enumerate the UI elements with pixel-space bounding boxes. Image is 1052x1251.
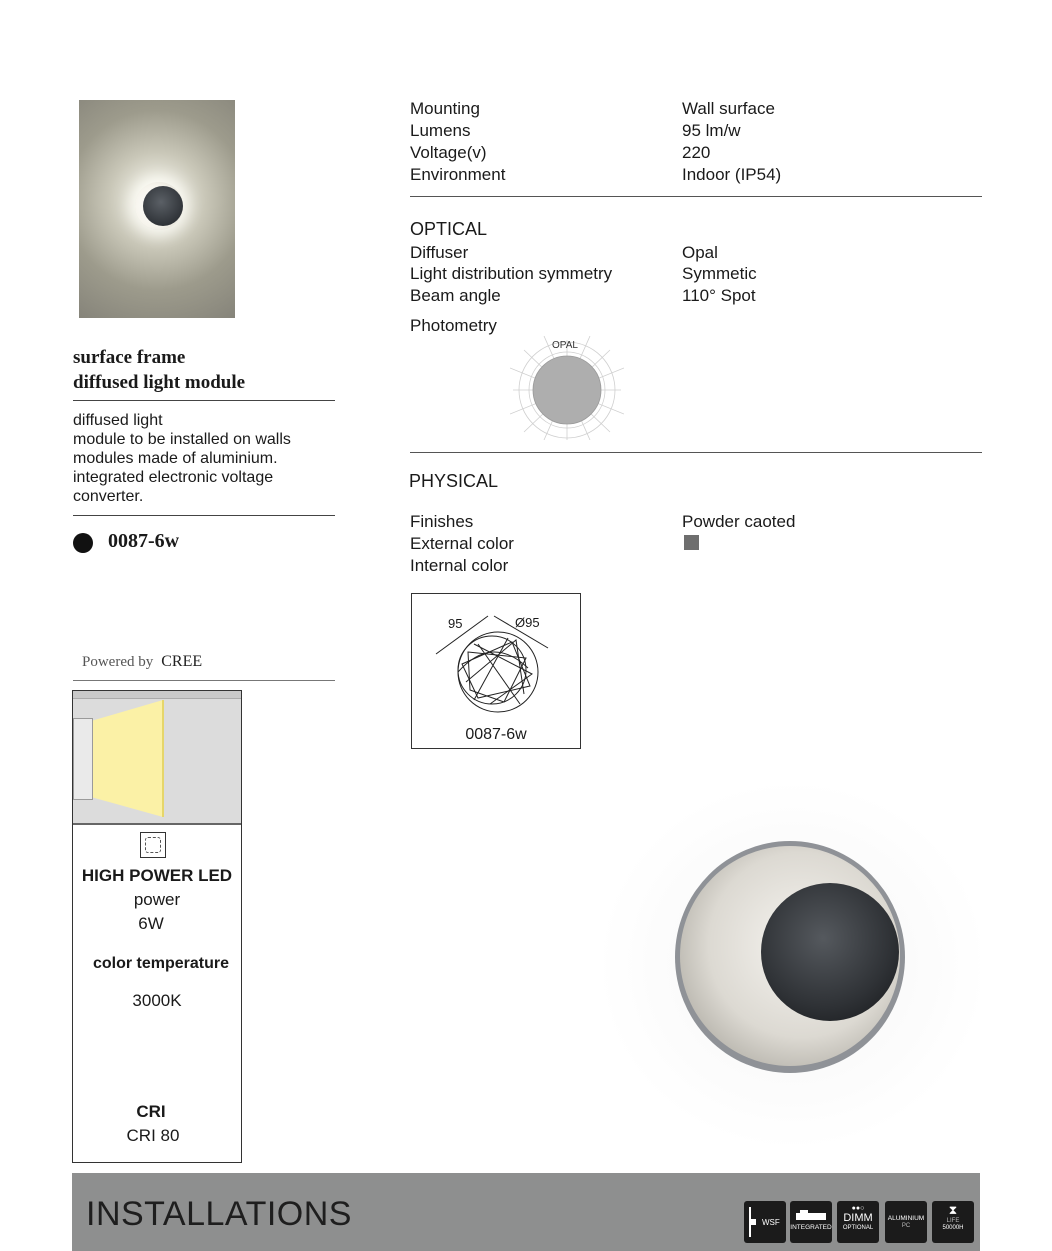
fixture-dome xyxy=(143,186,183,226)
hourglass-icon xyxy=(932,1201,974,1243)
power-value: 6W xyxy=(138,914,164,933)
technical-sketch-icon xyxy=(412,594,580,724)
led-info-card xyxy=(72,690,242,1163)
model-code: 0087-6w xyxy=(108,530,180,552)
description-line: integrated electronic voltage xyxy=(73,469,274,486)
spec-value-voltage: 220 xyxy=(682,143,711,162)
light-beam-icon xyxy=(73,691,241,823)
hourglass-glyph-icon: ⧗ xyxy=(948,1203,958,1217)
spec-label-distribution: Light distribution symmetry xyxy=(410,264,613,283)
badge-sub: OPTIONAL xyxy=(842,1225,874,1231)
spec-label-beam-angle: Beam angle xyxy=(410,286,501,305)
spec-label-mounting: Mounting xyxy=(410,99,480,118)
external-color-swatch xyxy=(684,535,699,550)
description-line: converter. xyxy=(73,488,144,505)
dimension-depth: 95 xyxy=(448,616,463,631)
product-ambient-photo xyxy=(79,100,235,318)
dimming-dots-icon: ●●○ xyxy=(851,1205,865,1212)
installations-title: INSTALLATIONS xyxy=(86,1195,352,1233)
product-title-line1: surface frame xyxy=(73,347,186,368)
spec-label-diffuser: Diffuser xyxy=(410,243,469,262)
description-line: diffused light xyxy=(73,412,163,429)
spec-value-diffuser: Opal xyxy=(682,243,718,262)
powered-divider xyxy=(73,680,335,681)
product-title-line2: diffused light module xyxy=(73,372,246,393)
badge-label: INTEGRATED xyxy=(790,1224,832,1231)
physical-title: PHYSICAL xyxy=(409,471,499,491)
wall-surface-icon xyxy=(744,1201,786,1243)
integrated-driver-icon xyxy=(790,1201,832,1243)
product-title xyxy=(73,345,335,395)
powered-by-brand: CREE xyxy=(161,653,203,670)
spec-label-voltage: Voltage(v) xyxy=(410,143,487,162)
cri-value: CRI 80 xyxy=(126,1126,180,1145)
dimension-drawing xyxy=(411,593,581,749)
power-label: power xyxy=(133,890,181,909)
spec-value-mounting: Wall surface xyxy=(682,99,775,118)
photometry-diagram xyxy=(510,336,624,440)
spec-value-environment: Indoor (IP54) xyxy=(682,165,782,184)
section-divider xyxy=(410,196,982,197)
material-icon xyxy=(885,1201,927,1243)
powered-by-label: Powered by xyxy=(82,654,154,670)
model-color-dot xyxy=(73,533,93,553)
spec-label-external-color: External color xyxy=(410,534,514,553)
photometry-label: Photometry xyxy=(410,316,497,335)
dimmable-icon xyxy=(837,1201,879,1243)
spec-label-lumens: Lumens xyxy=(410,121,471,140)
photometry-tag: OPAL xyxy=(552,340,578,351)
product-description xyxy=(73,411,335,506)
color-temp-value: 3000K xyxy=(132,991,182,1010)
badge-label: ALUMINIUM xyxy=(887,1215,925,1222)
dimension-diameter: Ø95 xyxy=(515,615,540,630)
badge-sub: PC xyxy=(901,1223,911,1229)
product-photo xyxy=(590,780,980,1150)
led-chip-icon xyxy=(140,832,166,858)
powered-by xyxy=(82,653,202,671)
description-divider xyxy=(73,515,335,516)
wall-fixture-icon xyxy=(73,718,93,800)
spec-label-internal-color: Internal color xyxy=(410,556,509,575)
spec-label-environment: Environment xyxy=(410,165,506,184)
polar-grid-icon xyxy=(510,336,624,440)
led-type: HIGH POWER LED xyxy=(81,866,233,885)
section-divider xyxy=(410,452,982,453)
badge-sub: 50000H xyxy=(942,1225,964,1231)
badge-label: WSF xyxy=(762,1218,780,1227)
badge-label: DIMM xyxy=(843,1212,873,1224)
installations-footer xyxy=(72,1173,980,1251)
description-line: module to be installed on walls xyxy=(73,431,291,448)
light-fixture-render-icon xyxy=(590,780,980,1150)
description-line: modules made of aluminium. xyxy=(73,450,278,467)
spec-value-beam-angle: 110° Spot xyxy=(682,286,756,305)
dimension-model-label: 0087-6w xyxy=(465,726,527,743)
cri-label: CRI xyxy=(136,1102,166,1121)
spec-value-lumens: 95 lm/w xyxy=(682,121,741,140)
optical-title: OPTICAL xyxy=(410,219,488,239)
beam-illustration xyxy=(73,691,241,825)
color-temp-label: color temperature xyxy=(92,955,230,972)
spec-label-finishes: Finishes xyxy=(410,512,474,531)
title-divider xyxy=(73,400,335,401)
spec-value-finishes: Powder caoted xyxy=(682,512,796,531)
badge-label: LIFE xyxy=(946,1218,960,1224)
spec-value-distribution: Symmetic xyxy=(682,264,757,283)
